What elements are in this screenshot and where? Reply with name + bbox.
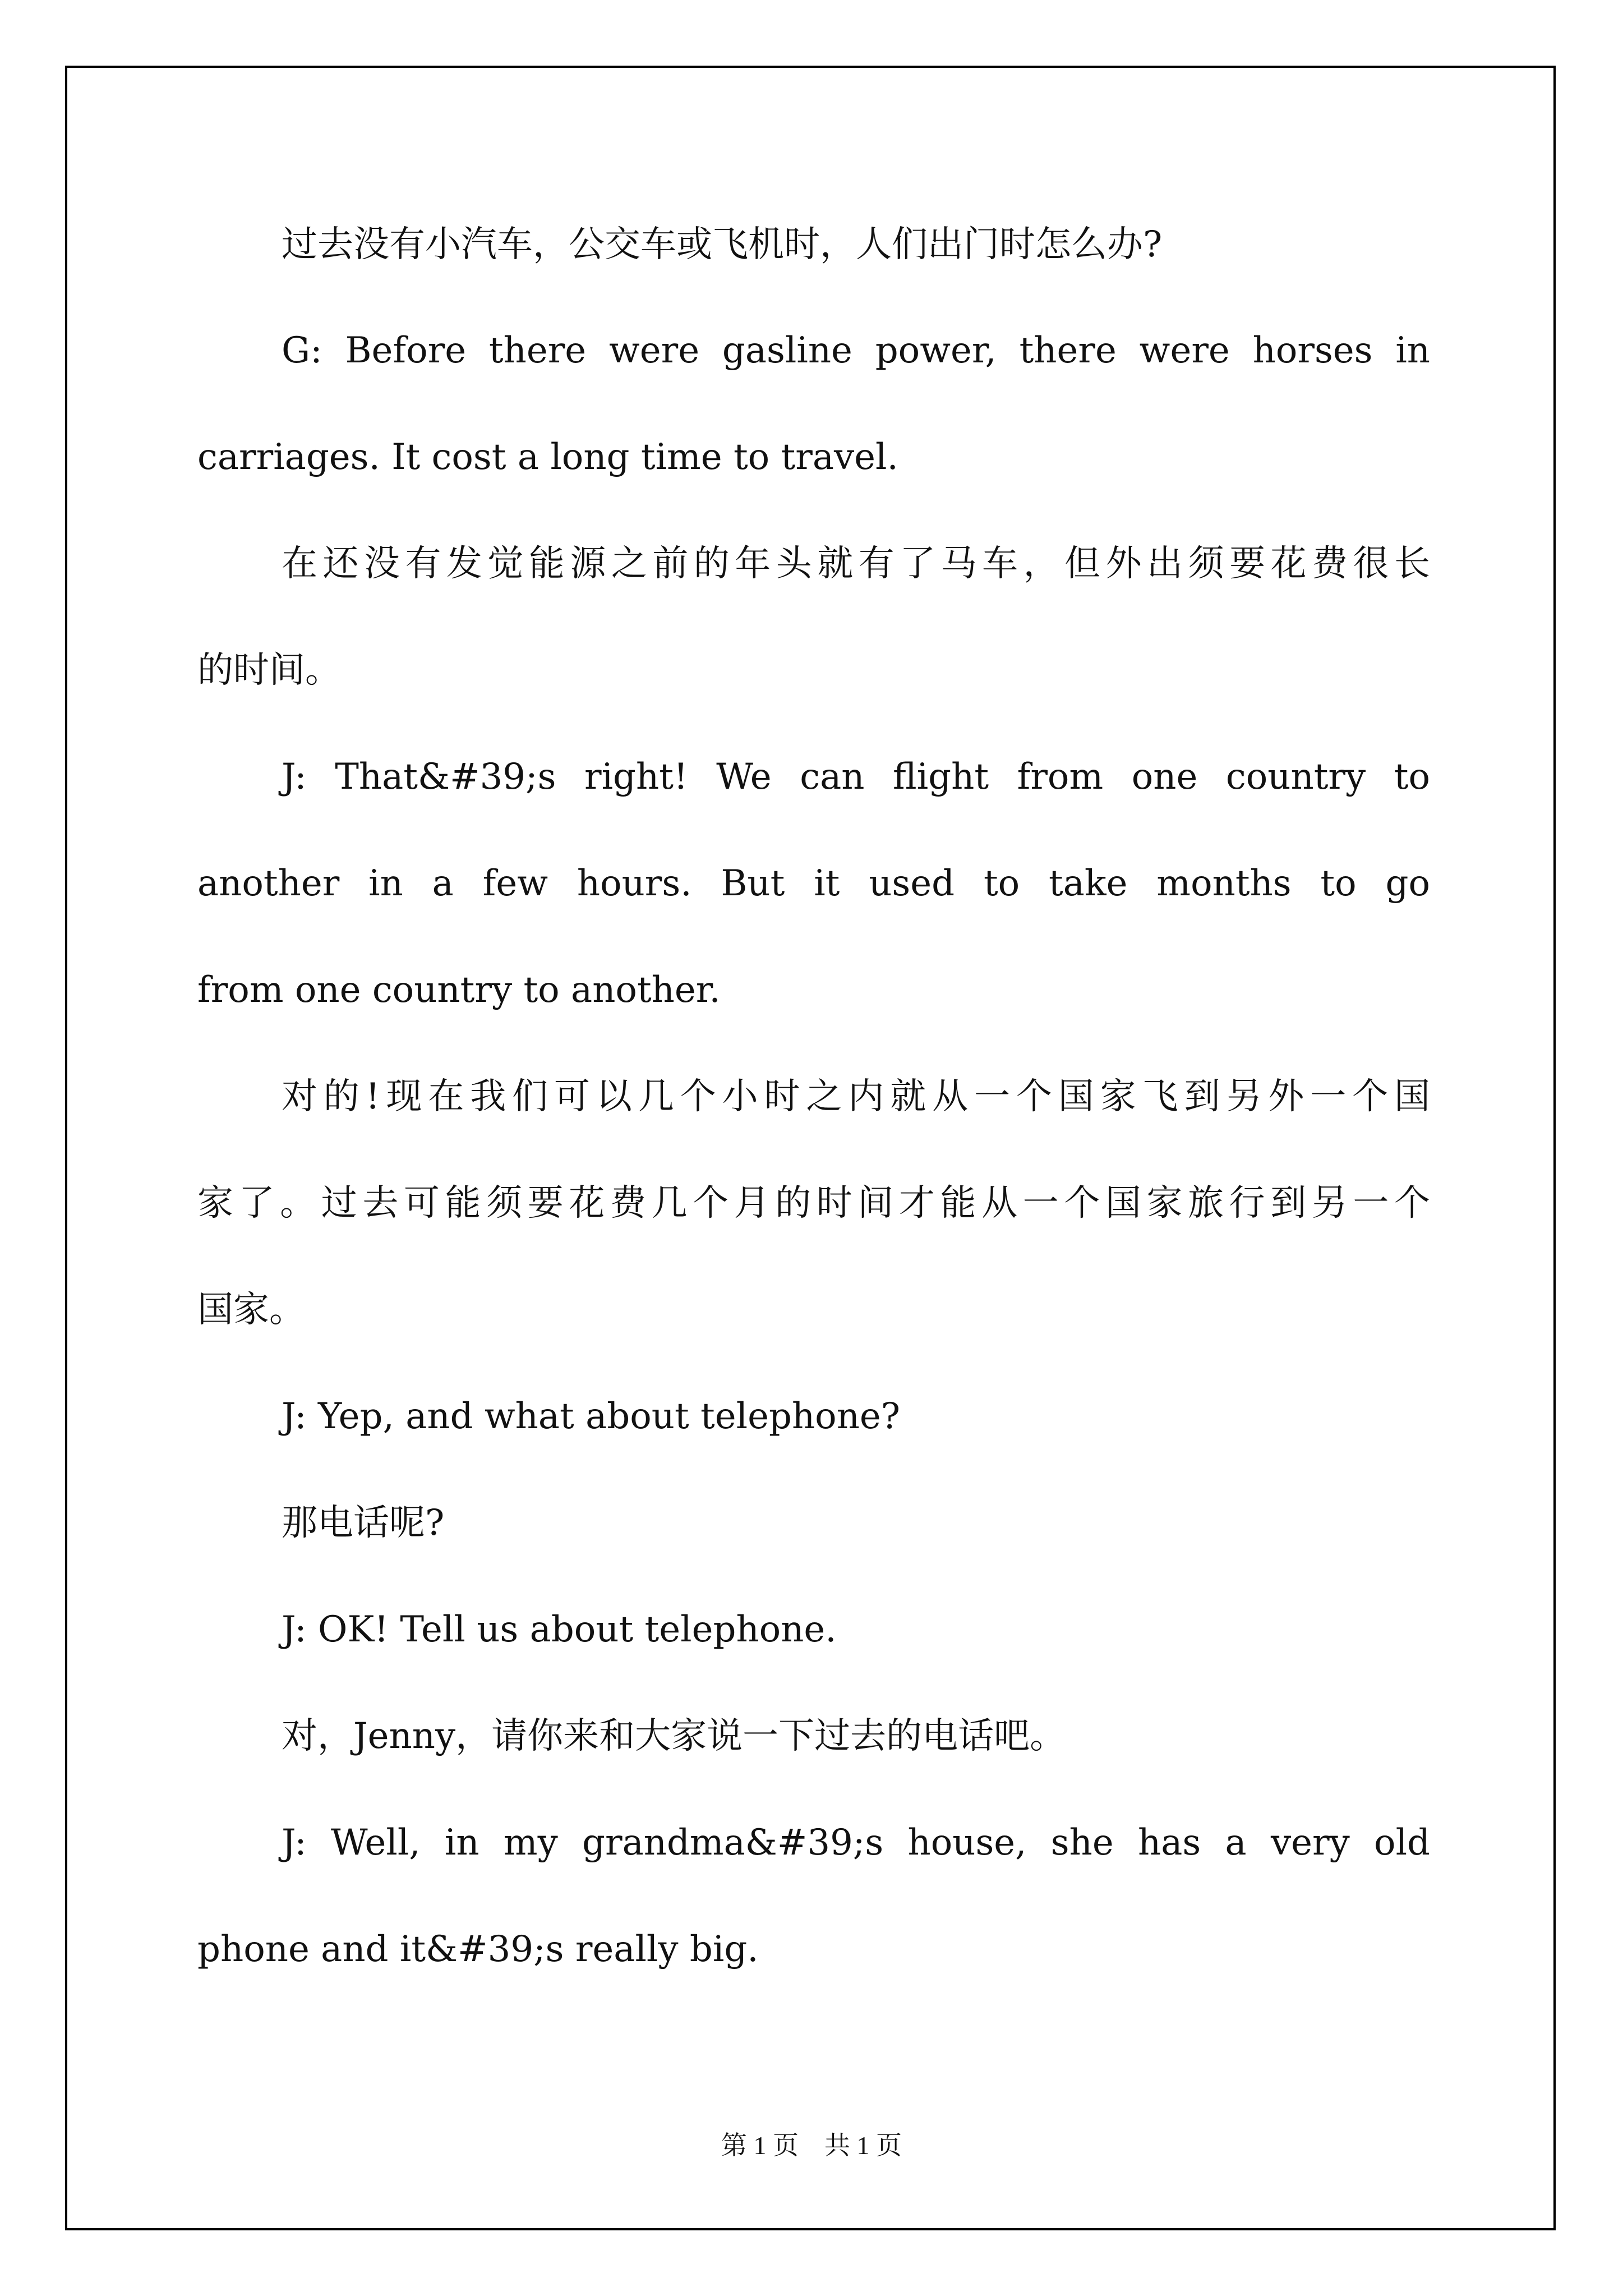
- page-border: [65, 66, 1556, 2230]
- paragraph-line: J: Yep, and what about telephone?: [282, 1396, 901, 1437]
- paragraph-line: J: That&#39;s right! We can flight from one country to: [282, 756, 1430, 798]
- paragraph-line: from one country to another.: [197, 969, 721, 1011]
- paragraph-line: 在还没有发觉能源之前的年头就有了马车，但外出须要花费很长: [282, 543, 1430, 585]
- page-number-footer: 第 1 页 共 1 页: [721, 2131, 902, 2160]
- paragraph-line: J: OK! Tell us about telephone.: [282, 1609, 837, 1650]
- paragraph-line: phone and it&#39;s really big.: [197, 1929, 759, 1970]
- paragraph-line: 那电话呢?: [282, 1502, 445, 1544]
- paragraph-line: G: Before there were gasline power, there were horses in: [282, 330, 1430, 371]
- paragraph-line: J: Well, in my grandma&#39;s house, she has a very old: [282, 1822, 1430, 1864]
- paragraph-line: carriages. It cost a long time to travel.: [197, 436, 898, 478]
- paragraph-line: 的时间。: [197, 650, 341, 691]
- paragraph-line: 国家。: [197, 1289, 305, 1331]
- paragraph-line: 过去没有小汽车，公交车或飞机时，人们出门时怎么办?: [282, 224, 1163, 265]
- paragraph-line: 对的!现在我们可以几个小时之内就从一个国家飞到另外一个国: [282, 1076, 1430, 1117]
- paragraph-line: 对，Jenny，请你来和大家说一下过去的电话吧。: [282, 1715, 1066, 1757]
- paragraph-line: another in a few hours. But it used to take months to go: [197, 863, 1430, 904]
- paragraph-line: 家了。过去可能须要花费几个月的时间才能从一个国家旅行到另一个: [197, 1182, 1430, 1224]
